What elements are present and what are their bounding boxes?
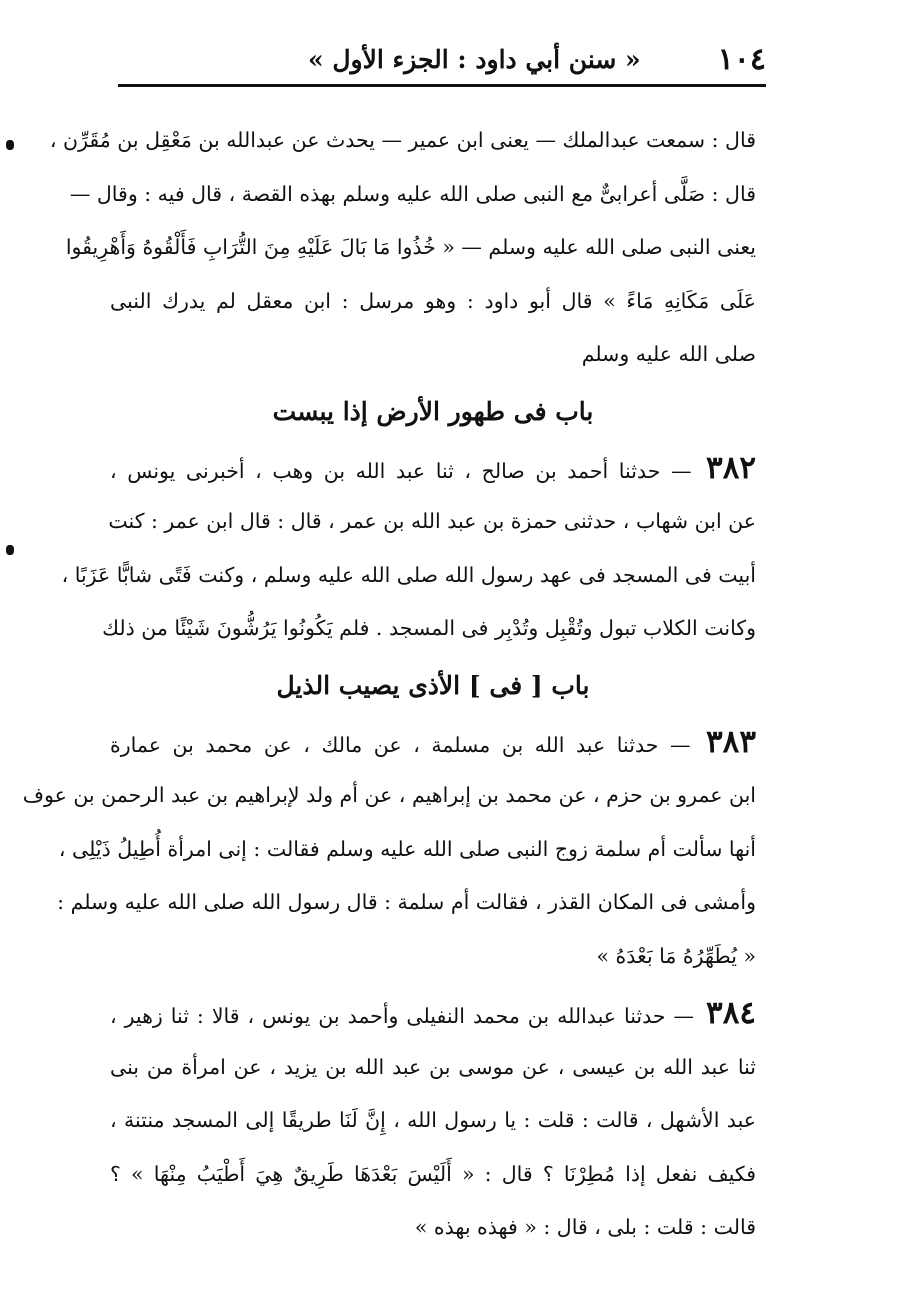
margin-mark (6, 140, 14, 150)
text-line: يعنى النبى صلى الله عليه وسلم — « خُذُوا مَا بَالَ عَلَيْهِ مِنَ التُّرَابِ فَأَلْقُوهُ وَأَهْرِيقُوا (65, 235, 756, 259)
text-line: صلى الله عليه وسلم (581, 342, 756, 366)
text-line: فكيف نفعل إذا مُطِرْنَا ؟ قال : « أَلَيْسَ بَعْدَهَا طَرِيقٌ هِيَ أَطْيَبُ مِنْهَا » ؟ (110, 1161, 756, 1186)
chapter-heading: باب [ فى ] الأذى يصيب الذيل (276, 670, 590, 700)
text-line: قال : سمعت عبدالملك — يعنى ابن عمير — يحدث عن عبدالله بن مَعْقِل بن مُقَرِّن ، (49, 128, 756, 152)
text-line: — حدثنا عبد الله بن مسلمة ، عن مالك ، عن محمد بن عمارة (110, 732, 691, 757)
text-line: « يُطَهِّرُهُ مَا بَعْدَهُ » (596, 943, 756, 968)
running-title: « سنن أبي داود : الجزء الأول » (308, 44, 641, 74)
text-line: وأمشى فى المكان القذر ، فقالت أم سلمة : قال رسول الله صلى الله عليه وسلم : (57, 890, 756, 914)
hadith-number: ٣٨٣ (706, 723, 756, 760)
text-line: أبيت فى المسجد فى عهد رسول الله صلى الله عليه وسلم ، وكنت فَتًى شابًّا عَزَبًا ، (61, 562, 756, 587)
text-line: — حدثنا أحمد بن صالح ، ثنا عبد الله بن وهب ، أخبرنى يونس ، (110, 458, 692, 483)
hadith-number: ٣٨٤ (706, 995, 756, 1031)
header-rule (118, 84, 766, 87)
text-line: قال : صَلَّى أعرابىٌّ مع النبى صلى الله عليه وسلم بهذه القصة ، قال فيه : وقال — (69, 181, 756, 206)
text-line: عبد الأشهل ، قالت : قلت : يا رسول الله ، إِنَّ لَنَا طريقًا إلى المسجد منتنة ، (110, 1108, 756, 1132)
chapter-heading: باب فى طهور الأرض إذا يبست (272, 396, 594, 426)
margin-mark (6, 545, 14, 555)
text-line: وكانت الكلاب تبول وتُقْبِل وتُدْبِر فى المسجد . فلم يَكُونُوا يَرُشُّونَ شَيْئًا من ذلك (102, 616, 756, 640)
text-line: قالت : قلت : بلى ، قال : « فهذه بهذه » (414, 1215, 756, 1239)
body-text (22, 114, 756, 1255)
hadith-first-line (110, 987, 756, 1041)
page-header (118, 36, 766, 82)
text-line: ثنا عبد الله بن عيسى ، عن موسى بن عبد الله بن يزيد ، عن امرأة من بنى (110, 1054, 756, 1079)
hadith-number: ٣٨٢ (706, 449, 756, 486)
text-line: عن ابن شهاب ، حدثنى حمزة بن عبد الله بن عمر ، قال : قال ابن عمر : كنت (108, 509, 756, 533)
text-line: ابن عمرو بن حزم ، عن محمد بن إبراهيم ، عن أم ولد لإبراهيم بن عبد الرحمن بن عوف (22, 783, 756, 807)
hadith-first-line (110, 442, 756, 496)
text-line: عَلَى مَكَانِهِ مَاءً » قال أبو داود : وهو مرسل : ابن معقل لم يدرك النبى (110, 288, 756, 313)
text-line: — حدثنا عبدالله بن محمد النفيلى وأحمد بن يونس ، قالا : ثنا زهير ، (110, 1004, 695, 1028)
text-line: أنها سألت أم سلمة زوج النبى صلى الله عليه وسلم فقالت : إنى امرأة أُطِيلُ ذَيْلِى ، (58, 836, 756, 861)
hadith-first-line (110, 716, 756, 770)
page-number: ١٠٤ (717, 41, 766, 77)
